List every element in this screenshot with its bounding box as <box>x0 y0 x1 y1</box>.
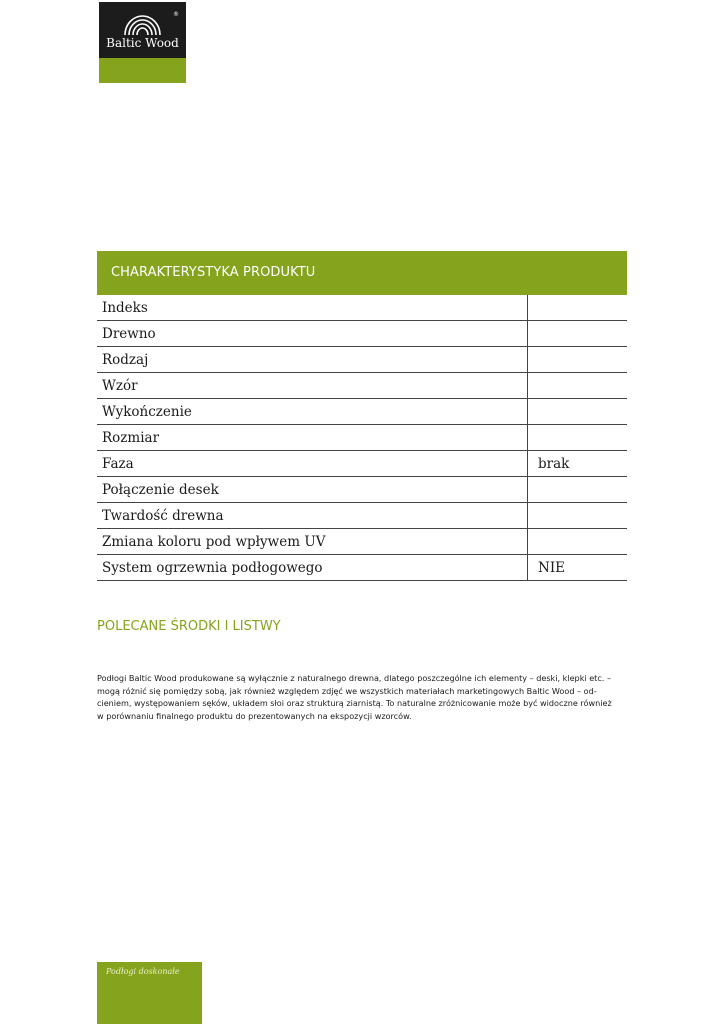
row-label: Połączenie desek <box>97 477 528 503</box>
characteristics-header: CHARAKTERYSTYKA PRODUKTU <box>97 251 627 295</box>
registered-mark: ® <box>173 11 179 18</box>
recommended-title: POLECANE ŚRODKI I LISTWY <box>97 619 281 634</box>
table-row <box>97 555 627 581</box>
table-row <box>97 399 627 425</box>
footer-brand-block <box>97 962 202 1024</box>
table-row <box>97 451 627 477</box>
table-row <box>97 347 627 373</box>
table-row <box>97 295 627 321</box>
row-value: NIE <box>528 555 628 581</box>
disclaimer-line: Podłogi Baltic Wood produkowane są wyłącznie z naturalnego drewna, dlatego poszczególne ich elementy – deski, klepki etc. – <box>97 673 611 683</box>
row-value <box>528 477 628 503</box>
logo-wordmark: Baltic Wood <box>106 36 179 50</box>
row-value <box>528 425 628 451</box>
row-label: Faza <box>97 451 528 477</box>
row-label: System ogrzewnia podłogowego <box>97 555 528 581</box>
footer-tagline: Podłogi doskonałe <box>106 967 180 976</box>
row-label: Wykończenie <box>97 399 528 425</box>
disclaimer-line: cieniem, występowaniem sęków, układem słoi oraz strukturą ziarnistą. To naturalne zróżnicowanie może być widoczne również <box>97 698 612 709</box>
table-row <box>97 425 627 451</box>
brand-logo <box>99 2 186 83</box>
row-label: Twardość drewna <box>97 503 528 529</box>
table-row <box>97 373 627 399</box>
row-label: Rozmiar <box>97 425 528 451</box>
row-value <box>528 347 628 373</box>
row-value <box>528 399 628 425</box>
table-row <box>97 503 627 529</box>
characteristics-table <box>97 295 627 581</box>
row-value <box>528 373 628 399</box>
row-value <box>528 295 628 321</box>
disclaimer-line: mogą różnić się pomiędzy sobą, jak również względem zdjęć we wszystkich materiałach marketingowych Baltic Wood – od- <box>97 685 597 696</box>
disclaimer-paragraph <box>97 672 627 722</box>
table-row <box>97 321 627 347</box>
row-label: Drewno <box>97 321 528 347</box>
row-value: brak <box>528 451 628 477</box>
table-row <box>97 477 627 503</box>
row-value <box>528 503 628 529</box>
row-label: Indeks <box>97 295 528 321</box>
table-row <box>97 529 627 555</box>
row-label: Zmiana koloru pod wpływem UV <box>97 529 528 555</box>
row-value <box>528 529 628 555</box>
row-label: Wzór <box>97 373 528 399</box>
logo-green-panel <box>99 58 186 83</box>
disclaimer-line: w porównaniu finalnego produktu do prezentowanych na ekspozycji wzorców. <box>97 710 412 721</box>
row-value <box>528 321 628 347</box>
row-label: Rodzaj <box>97 347 528 373</box>
